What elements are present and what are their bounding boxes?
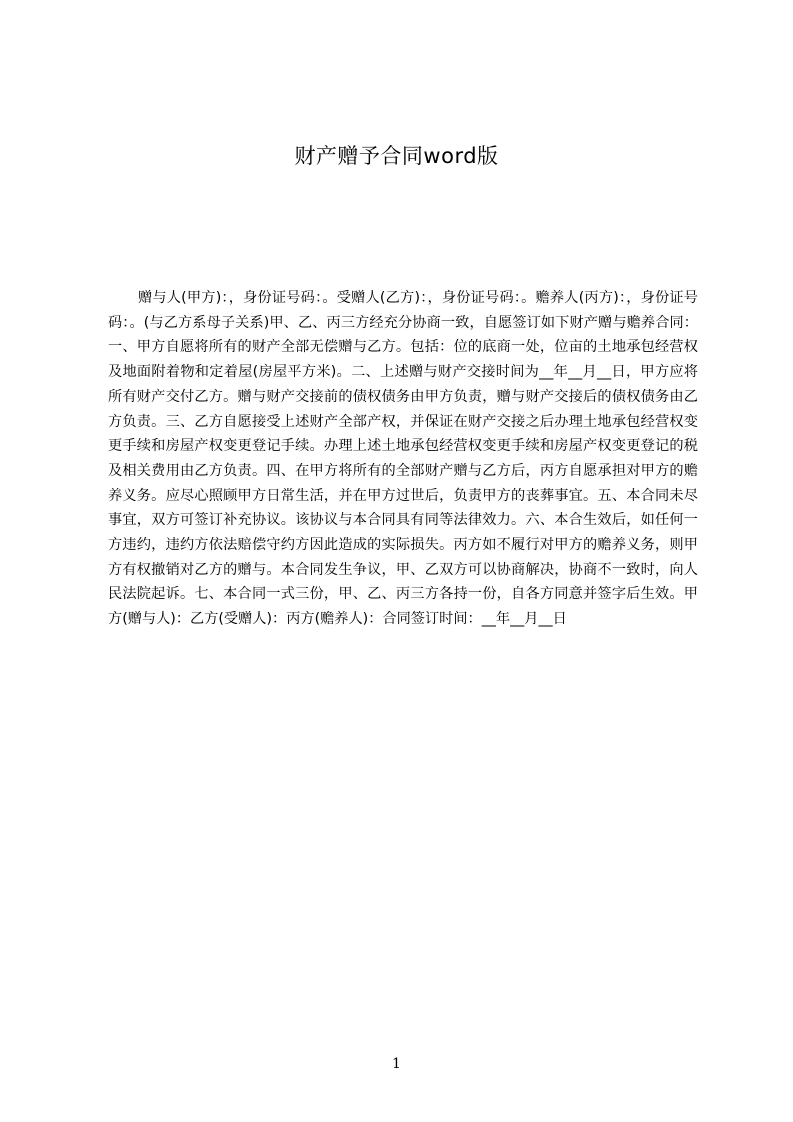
page-number: 1	[392, 1056, 401, 1072]
document-title: 财产赠予合同word版	[294, 144, 499, 168]
contract-body-paragraph: 赠与人(甲方)：，身份证号码：。受赠人(乙方)：，身份证号码：。赡养人(丙方)：，身份证号码：。(与乙方系母子关系)甲、乙、丙三方经充分协商一致，自愿签订如下财产赠与赡养合同：一、甲方自愿将所有的财产全部无偿赠与乙方。包括：位的底商一处，位亩的土地承包经营权及地面附着物和定着屋(房屋平方米)。二、上述赠与财产交接时间为__年__月__日，甲方应将所有财产交付乙方。赠与财产交接前的债权债务由甲方负责，赠与财产交接后的债权债务由乙方负责。三、乙方自愿接受上述财产全部产权，并保证在财产交接之后办理土地承包经营权变更手续和房屋产权变更登记手续。办理上述土地承包经营权变更手续和房屋产权变更登记的税及相关费用由乙方负责。四、在甲方将所有的全部财产赠与乙方后，丙方自愿承担对甲方的赡养义务。应尽心照顾甲方日常生活，并在甲方过世后，负责甲方的丧葬事宜。五、本合同未尽事宜，双方可签订补充协议。该协议与本合同具有同等法律效力。六、本合生效后，如任何一方违约，违约方依法赔偿守约方因此造成的实际损失。丙方如不履行对甲方的赡养义务，则甲方有权撤销对乙方的赠与。本合同发生争议，甲、乙双方可以协商解决，协商不一致时，向人民法院起诉。七、本合同一式三份，甲、乙、丙三方各持一份，自各方同意并签字后生效。甲方(赠与人)：乙方(受赠人)：丙方(赡养人)：合同签订时间：__年__月__日	[108, 290, 698, 628]
